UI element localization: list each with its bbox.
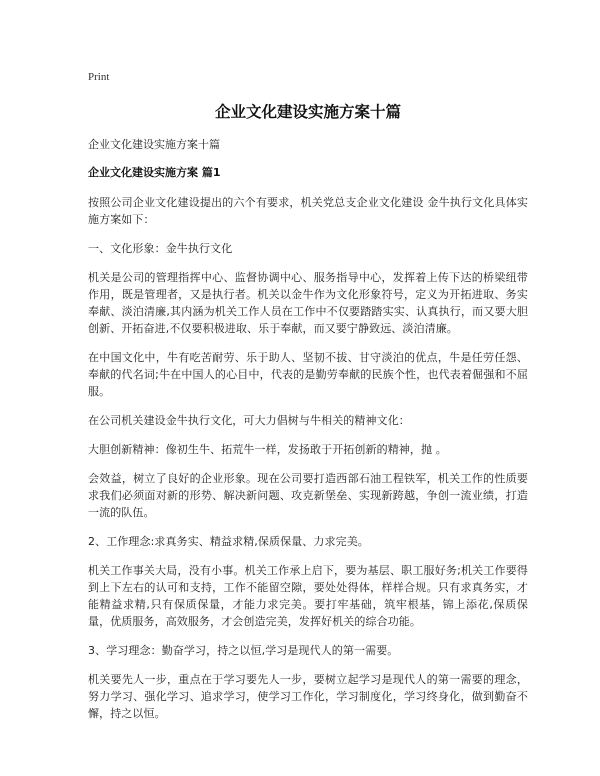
paragraph-intro: 按照公司企业文化建设提出的六个有要求，机关党总支企业文化建设 金牛执行文化具体实施方案如下：	[88, 196, 528, 226]
paragraph-body: 在公司机关建设金牛执行文化，可大力倡树与牛相关的精神文化：	[88, 414, 410, 427]
paragraph-body: 大胆创新精神：像初生牛、拓荒牛一样，发扬敢于开拓创新的精神，抛 。	[88, 443, 447, 456]
print-label: Print	[88, 71, 110, 83]
paragraph-body: 机关要先人一步，重点在于学习要先人一步，要树立起学习是现代人的第一需要的理念，努力学习、强化学习、追求学习，使学习工作化，学习制度化，学习终身化，做到勤奋不懈，持之以恒。	[88, 673, 528, 720]
paragraph-body: 机关工作事关大局，没有小事。机关工作承上启下，要为基层、职工服好务;机关工作要得到上下左右的认可和支持，工作不能留空隙，要处处得体，样样合规。只有求真务实，才能精益求精,只有保质保量，才能力求完美。要打牢基础，筑牢根基，锦上添花,保质保量，优质服务，高效服务，才会创造完美，发挥好机关的综合功能。	[88, 564, 528, 628]
document-title: 企业文化建设实施方案十篇	[214, 103, 401, 121]
paragraph-body: 机关是公司的管理指挥中心、监督协调中心、服务指导中心，发挥着上传下达的桥梁纽带作用，既是管理者，又是执行者。机关以金牛作为文化形象符号，定义为开拓进取、务实奉献、淡泊清廉,其内涵为机关工作人员在工作中不仅要踏踏实实、认真执行，而又要大胆创新、开拓奋进,不仅要积极进取、乐于奉献，而又要宁静致远、淡泊清廉。	[88, 271, 528, 335]
paragraph-body: 会效益，树立了良好的企业形象。现在公司要打造西部石油工程铁军，机关工作的性质要求我们必须面对新的形势、解决新问题、攻克新堡垒、实现新跨越，争创一流业绩，打造一流的队伍。	[88, 472, 528, 519]
paragraph-heading-learning-concept: 3、学习理念：勤奋学习，持之以恒,学习是现代人的第一需要。	[88, 644, 399, 657]
document-subtitle: 企业文化建设实施方案十篇	[88, 138, 220, 151]
document-page	[88, 70, 528, 734]
paragraph-heading-culture-image: 一、文化形象：金牛执行文化	[88, 242, 233, 255]
section-heading: 企业文化建设实施方案 篇1	[88, 166, 221, 179]
paragraph-heading-work-concept: 2、工作理念:求真务实、精益求精,保质保量、力求完美。	[88, 535, 369, 548]
paragraph-body: 在中国文化中，牛有吃苦耐劳、乐于助人、坚韧不拔、甘守淡泊的优点，牛是任劳任怨、奉献的代名词;牛在中国人的心目中，代表的是勤劳奉献的民族个性，也代表着倔强和不屈服。	[88, 351, 528, 398]
